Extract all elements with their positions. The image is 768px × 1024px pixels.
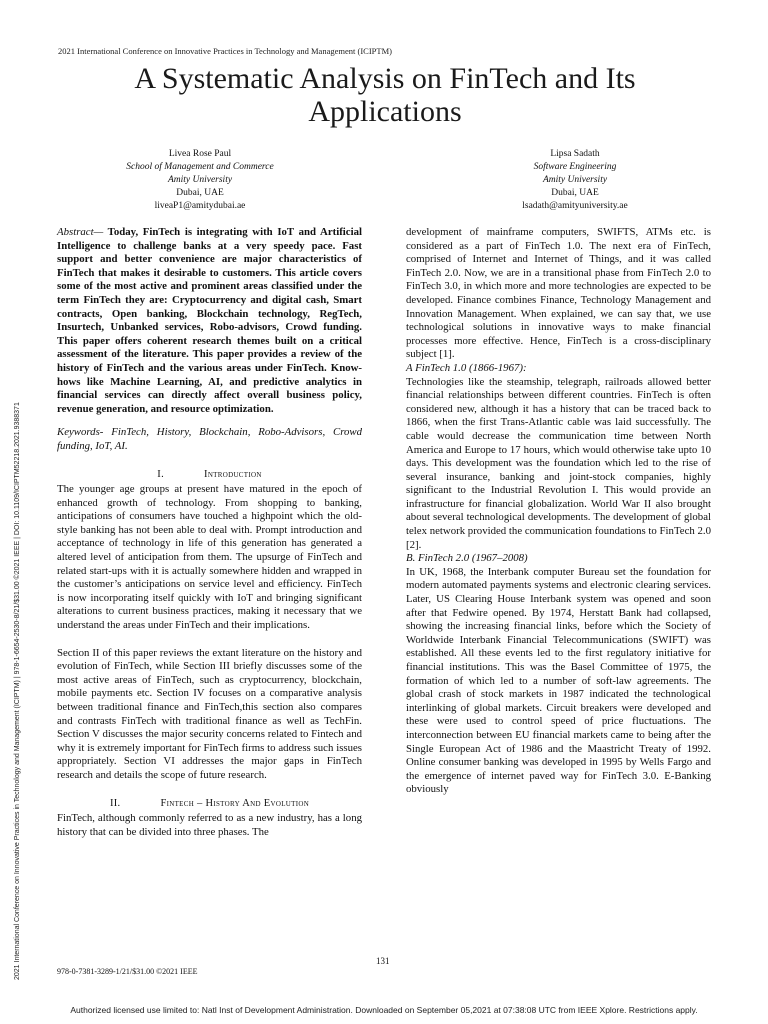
author-dept: School of Management and Commerce: [126, 162, 274, 172]
paper-title: A Systematic Analysis on FinTech and Its Applications: [134, 62, 636, 128]
intro-paragraph-2: Section II of this paper reviews the extant literature on the history and evolution of FinTech, while Section III briefly discusses some of the most active areas of FinTech, such as cryptocurrency, blockchain, mobile payments etc. Section IV focuses on a comparative analysis between traditional finance and FinTech,this section also compares and contrasts FinTech with traditional finance as well as TechFin. Section V discusses the major security concerns related to Fintech and why it is extremely important for FinTech firms to address such issues appropriately. Section VI addresses the major gaps in FinTech research and details the scope of future research.: [57, 646, 362, 781]
author-email[interactable]: lsadath@amityuniversity.ae: [522, 201, 628, 211]
licence-footer: Authorized licensed use limited to: Natl Inst of Development Administration. Downloaded on September 05,2021 at 07:38:08 UTC from IEEE Xplore. Restrictions apply.: [70, 1005, 698, 1015]
abstract-lead: Abstract—: [57, 226, 104, 238]
author-name: Lipsa Sadath: [550, 149, 600, 159]
side-strip: [2, 150, 21, 980]
section-heading-introduction: [57, 468, 362, 482]
subsection-heading-a: A FinTech 1.0 (1866-1967):: [406, 361, 527, 374]
right-column: [406, 226, 711, 797]
author-city: Dubai, UAE: [551, 188, 599, 198]
author-block-1: [70, 148, 330, 213]
author-org: Amity University: [167, 175, 233, 185]
abstract: [57, 226, 362, 416]
subsection-heading-b: B. FinTech 2.0 (1967–2008): [406, 552, 528, 565]
history-paragraph-continued: development of mainframe computers, SWIFTS, ATMs etc. is considered as a part of FinTech 1.0. The next era of FinTech, comprised of Internet and Internet of Things, and it was called FinTech 2.0. Now, we are in a transitional phase from FinTech 2.0 to FinTech 3.0, in which more and more technologies are expected to be developed. Finance combines Finance, Technology Management and Innovation Management. When explained, we can say that, we use technological solutions in innovative ways to make financial processes more effective. Hence, FinTech is a cross-disciplinary subject [1].: [406, 226, 711, 361]
author-dept: Software Engineering: [533, 162, 617, 172]
author-name: Livea Rose Paul: [168, 149, 232, 159]
section-title: Introduction: [204, 468, 262, 480]
author-org: Amity University: [542, 175, 608, 185]
side-strip-text: 2021 International Conference on Innovative Practices in Technology and Management (ICIPTM) | 978-1-6654-2530-8/21/$31.00 ©2021 IEEE | DOI: 10.1109/ICIPTM52218.2021.9388371: [14, 402, 21, 980]
section-number: I.: [157, 468, 165, 480]
page-number: 131: [376, 956, 390, 966]
author-block-2: [445, 148, 705, 213]
section-heading-history: [57, 797, 362, 811]
history-paragraph-1: FinTech, although commonly referred to as a new industry, has a long history that can be divided into three phases. The: [57, 812, 362, 838]
conference-header: 2021 International Conference on Innovative Practices in Technology and Management (ICIPTM): [58, 46, 392, 56]
abstract-text: Today, FinTech is integrating with IoT and Artificial Intelligence to challenge banks at a very speedy pace. Fast support and better convenience are major characteristics of FinTech that makes it desirable to customers. This article covers some of the most active and prominent areas classified under the term FinTech they are: Cryptocurrency and digital cash, Smart contracts, Open banking, Blockchain technology, RegTech, Insurtech, Unbanked services, Robo-advisors, Crowd funding. This paper offers coherent research themes built on a critical assessment of the literature. This paper provides a review of the history of FinTech and the various areas under FinTech. Know-hows like Machine Learning, AI, and predictive analytics in financial services can directly affect overall business policy, revenue generation, and resource optimization.: [57, 226, 362, 415]
keywords: Keywords- FinTech, History, Blockchain, Robo-Advisors, Crowd funding, IoT, AI.: [57, 426, 362, 452]
author-email[interactable]: liveaP1@amitydubai.ae: [154, 201, 246, 211]
left-column: [57, 226, 362, 839]
isbn-line: 978-0-7381-3289-1/21/$31.00 ©2021 IEEE: [57, 967, 198, 976]
subsection-b-text: In UK, 1968, the Interbank computer Bureau set the foundation for modern automated payments systems and electronic clearing services. Later, US Clearing House Interbank system was opened and soon after that Fedwire opened. By 1974, Herstatt Bank had collapsed, showing the increasing financial links, before which the Society of Worldwide Interbank Financial Telecommunications (SWIFT) was established. All these events led to the first regulatory initiative for financial institutions. This was the Basel Committee of 1975, the formation of which led to a number of soft-law agreements. The global crash of stock markets in 1987 indicated the technological interlinking of global markets. Circuit breakers were developed and these were used to control speed of price fluctuations. The interconnection between EU financial markets came to being after the Single European Act of 1986 and the Maastricht Treaty of 1992. Online consumer banking was developed in 1995 by Wells Fargo and the emergence of internet paved way for FinTech 3.0. E-Banking obviously: [406, 565, 711, 796]
intro-paragraph-1: The younger age groups at present have matured in the epoch of enhanced growth of technology. From shopping to banking, anticipations of consumers have touched a highpoint which the old-style banking has not been able to deal with. Prompt introduction and acceptance of technology in life of this generation has generated a altered level of anticipation from them. The upsurge of FinTech and related start-ups with it is actually somewhere hidden and wrapped in the customer’s anticipations on service level and efficiency. FinTech is now incorporating itself quickly with IoT and bringing significant alterations to current business practices, making it necessary that we understand the areas under FinTech and their implications.: [57, 483, 362, 632]
author-city: Dubai, UAE: [176, 188, 224, 198]
section-number: II.: [109, 797, 121, 809]
subsection-a-text: Technologies like the steamship, telegraph, railroads allowed better financial relationships between different countries. FinTech is often considered new, although it has a history that can be traced back to 1866, when the first Trans-Atlantic cable was laid successfully. The cable would decrease the communication time between North America and Europe to 17 hours, which would otherwise take upto 10 days. This development was the foundation which led to the rise of several insurance, banking and joint-stock companies, highly significant to the Industrial Revolution I. This would provide an infrastructure for financial globalization. World War II also brought about several technological developments. The development of global telex network provided the communication foundations to FinTech 2.0 [2].: [406, 375, 711, 551]
section-title: Fintech – History And Evolution: [160, 797, 310, 809]
